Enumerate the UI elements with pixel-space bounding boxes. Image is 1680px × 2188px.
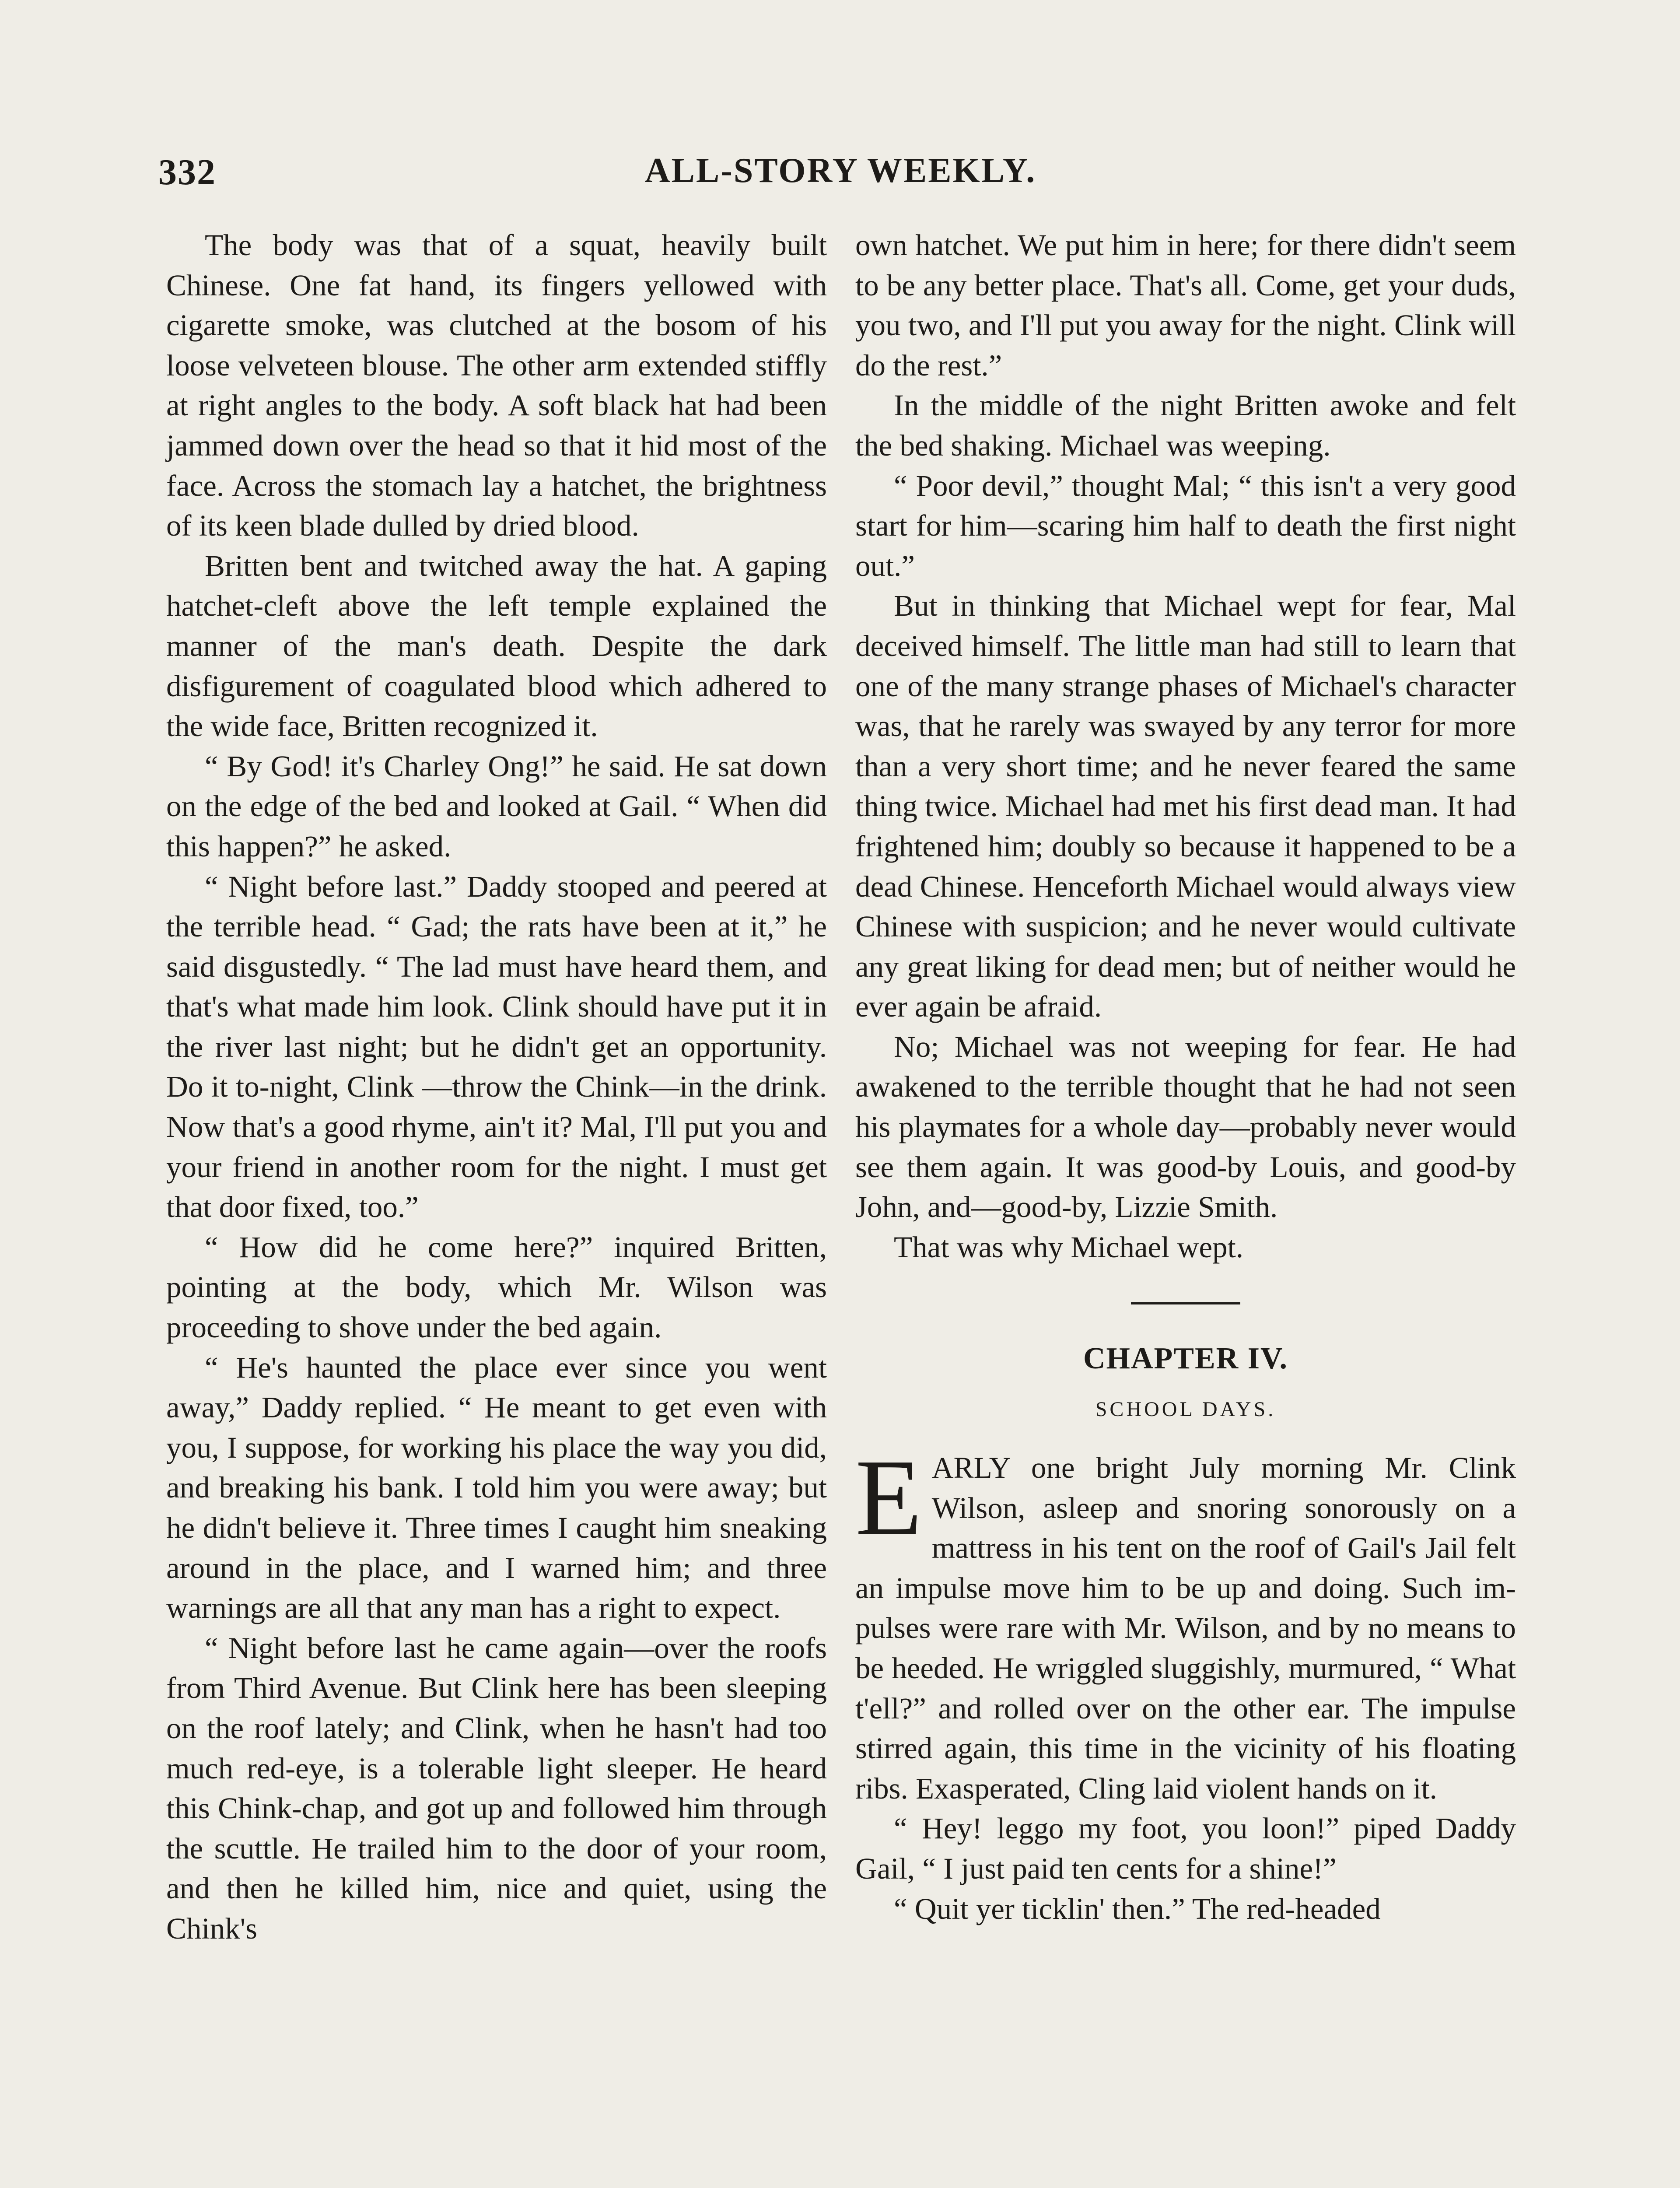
paragraph: That was why Michael wept. xyxy=(894,1230,1244,1264)
paragraph-continued: own hatchet. We put him in here; for there didn't seem to be any better place. That's all. Come, get your duds, you two, and I'll put you away for the night. Clink will do the rest.” xyxy=(855,228,1516,382)
paragraph: “ Night before last he came again—over the roofs from Third Avenue. But Clink here has been sleeping on the roof lately; and Clink, when he hasn't had too much red-eye, is a tolerable light sleeper. He heard this Chink-chap, and got up and followed him through the scuttle. He trailed him to the door of your room, and then he killed him, nice and quiet, using the Chink's xyxy=(166,1631,827,1945)
paragraph: But in thinking that Michael wept for fear, Mal deceived himself. The little man had still to learn that one of the many strange phases of Michael's character was, that he rarely was swayed by any terror for more than a very short time; and he never feared the same thing twice. Michael had met his first dead man. It had frightened him; doubly so because it happened to be a dead Chinese. Henceforth Michael would always view Chinese with suspicion; and he never would cultivate any great liking for dead men; but of neither would he ever again be afraid. xyxy=(855,589,1516,1024)
paragraph: In the middle of the night Britten awoke and felt the bed shaking. Michael was weeping. xyxy=(855,389,1516,462)
paragraph: “ Poor devil,” thought Mal; “ this isn't a very good start for him—scaring him half to death the first night out.” xyxy=(855,469,1516,582)
paragraph: The body was that of a squat, heavily built Chinese. One fat hand, its fingers yellowed with cigarette smoke, was clutched at the bosom of his loose velveteen blouse. The other arm extended stiffly at right angles to the body. A soft black hat had been jammed down over the head so that it hid most of the face. Across the stomach lay a hatchet, the brightness of its keen blade dulled by dried blood. xyxy=(166,228,827,543)
chapter-subtitle: SCHOOL DAYS. xyxy=(1095,1398,1276,1421)
chapter-title: CHAPTER IV. xyxy=(1083,1342,1288,1376)
paragraph: “ By God! it's Charley Ong!” he said. He sat down on the edge of the bed and looked at Gail. “ When did this happen?” he asked. xyxy=(166,749,827,863)
page-number: 332 xyxy=(158,152,216,193)
paragraph: “ Hey! leggo my foot, you loon!” piped Daddy Gail, “ I just paid ten cents for a shine!” xyxy=(855,1812,1516,1885)
right-column xyxy=(855,225,1516,1929)
chapter-opening-paragraph xyxy=(855,1437,1516,1809)
page-header xyxy=(158,151,1522,199)
running-title: ALL-STORY WEEKLY. xyxy=(644,151,1036,190)
opening-text: ARLY one bright July morning Mr. Clink Wilson, asleep and snoring sonorously on a mattress in his tent on the roof of Gail's Jail felt an impulse move him to be up and doing. Such impulses were rare with Mr. Wilson, and by no means to be heeded. He wriggled sluggishly, murmured, “ What t'ell?” and rolled over on the other ear. The impulse stirred again, this time in the vicinity of his floating ribs. Exasperated, Cling laid violent hands on it. xyxy=(855,1451,1516,1805)
paragraph: “ Quit yer ticklin' then.” The red-headed xyxy=(894,1892,1381,1925)
drop-cap: E xyxy=(855,1437,922,1559)
paragraph: Britten bent and twitched away the hat. A gaping hatchet-cleft above the left temple explained the manner of the man's death. Despite the dark disfigurement of coagulated blood which adhered to the wide face, Britten recognized it. xyxy=(166,549,827,743)
paragraph: “ He's haunted the place ever since you went away,” Daddy replied. “ He meant to get even with you, I suppose, for working his place the way you did, and breaking his bank. I told him you were away; but he didn't believe it. Three times I caught him sneaking around in the place, and I warned him; and three warnings are all that any man has a right to expect. xyxy=(166,1350,827,1625)
paragraph: “ How did he come here?” inquired Britten, pointing at the body, which Mr. Wilson was proceeding to shove under the bed again. xyxy=(166,1230,827,1344)
section-divider xyxy=(1131,1302,1240,1304)
paragraph: “ Night before last.” Daddy stooped and peered at the terrible head. “ Gad; the rats have been at it,” he said disgustedly. “ The lad must have heard them, and that's what made him look. Clink should have put it in the river last night; but he didn't get an opportunity. Do it to-night, Clink —throw the Chink—in the drink. Now that's a good rhyme, ain't it? Mal, I'll put you and your friend in another room for the night. I must get that door fixed, too.” xyxy=(166,870,827,1224)
left-column xyxy=(166,225,827,1949)
paragraph: No; Michael was not weeping for fear. He had awakened to the terrible thought that he had not seen his playmates for a whole day—probably never would see them again. It was good-by Louis, and good-by John, and—good-by, Lizzie Smith. xyxy=(855,1030,1516,1224)
